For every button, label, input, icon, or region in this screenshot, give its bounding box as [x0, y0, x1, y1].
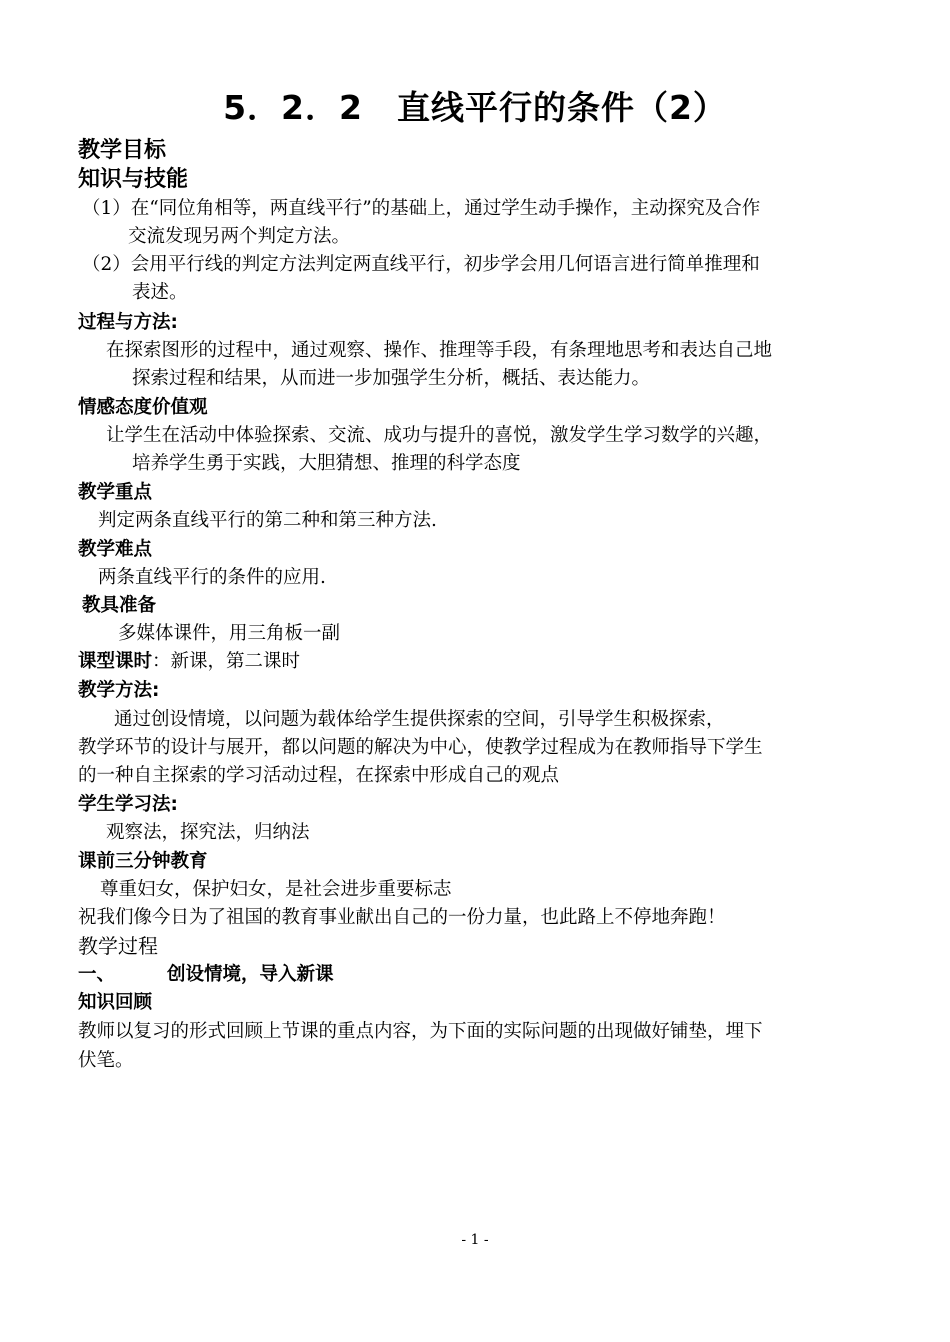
- method-line-3: 的一种自主探索的学习活动过程，在探索中形成自己的观点: [78, 765, 560, 786]
- education-line-1: 尊重妇女，保护妇女，是社会进步重要标志: [100, 879, 452, 900]
- study-heading: 学生学习法:: [78, 794, 178, 815]
- process-line-2: 探索过程和结果，从而进一步加强学生分析，概括、表达能力。: [132, 368, 651, 389]
- education-heading: 课前三分钟教育: [78, 851, 208, 872]
- emotion-heading: 情感态度价值观: [78, 397, 208, 418]
- review-line-1: 教师以复习的形式回顾上节课的重点内容，为下面的实际问题的出现做好铺垫，埋下: [78, 1021, 763, 1042]
- knowledge-item-1-line-1: （1）在“同位角相等，两直线平行”的基础上，通过学生动手操作，主动探究及合作: [82, 198, 761, 219]
- section-1-heading: [78, 962, 334, 988]
- method-line-1: 通过创设情境，以问题为载体给学生提供探索的空间，引导学生积极探索，: [114, 709, 725, 730]
- knowledge-heading: 知识与技能: [78, 167, 189, 192]
- knowledge-item-2-line-1: （2）会用平行线的判定方法判定两直线平行，初步学会用几何语言进行简单推理和: [82, 254, 760, 275]
- key-point-heading: 教学重点: [78, 482, 153, 503]
- process-heading: 过程与方法:: [78, 312, 178, 333]
- review-line-2: 伏笔。: [78, 1050, 134, 1071]
- education-line-2: 祝我们像今日为了祖国的教育事业献出自己的一份力量，也此路上不停地奔跑！: [78, 907, 726, 928]
- knowledge-item-2-line-2: 表述。: [132, 282, 188, 303]
- study-text: 观察法，探究法，归纳法: [106, 822, 310, 843]
- tools-heading: 教具准备: [82, 595, 157, 616]
- procedure-heading: 教学过程: [78, 934, 158, 958]
- method-line-2: 教学环节的设计与展开，都以问题的解决为中心，使教学过程成为在教师指导下学生: [78, 737, 763, 758]
- lesson-type-line: [78, 649, 300, 675]
- process-line-1: 在探索图形的过程中，通过观察、操作、推理等手段，有条理地思考和表达自己地: [106, 340, 773, 361]
- lesson-type-label: 课型课时: [78, 651, 153, 672]
- tools-text: 多媒体课件，用三角板一副: [118, 623, 341, 644]
- review-heading: 知识回顾: [78, 992, 153, 1013]
- lesson-type-value: ：新课，第二课时: [152, 651, 301, 672]
- page-number: - 1 -: [461, 1232, 489, 1248]
- emotion-line-2: 培养学生勇于实践，大胆猜想、推理的科学态度: [132, 453, 521, 474]
- key-point-text: 判定两条直线平行的第二种和第三种方法.: [98, 510, 437, 531]
- section-1-title: 创设情境，导入新课: [167, 964, 334, 985]
- page-title: 5．2．2 直线平行的条件（2）: [223, 88, 727, 127]
- difficulty-heading: 教学难点: [78, 539, 153, 560]
- knowledge-item-1-line-2: 交流发现另两个判定方法。: [128, 226, 351, 247]
- objectives-heading: 教学目标: [78, 138, 167, 163]
- difficulty-text: 两条直线平行的条件的应用.: [98, 567, 326, 588]
- emotion-line-1: 让学生在活动中体验探索、交流、成功与提升的喜悦，激发学生学习数学的兴趣，: [106, 425, 773, 446]
- section-1-number: 一、: [78, 964, 116, 985]
- method-heading: 教学方法:: [78, 680, 160, 701]
